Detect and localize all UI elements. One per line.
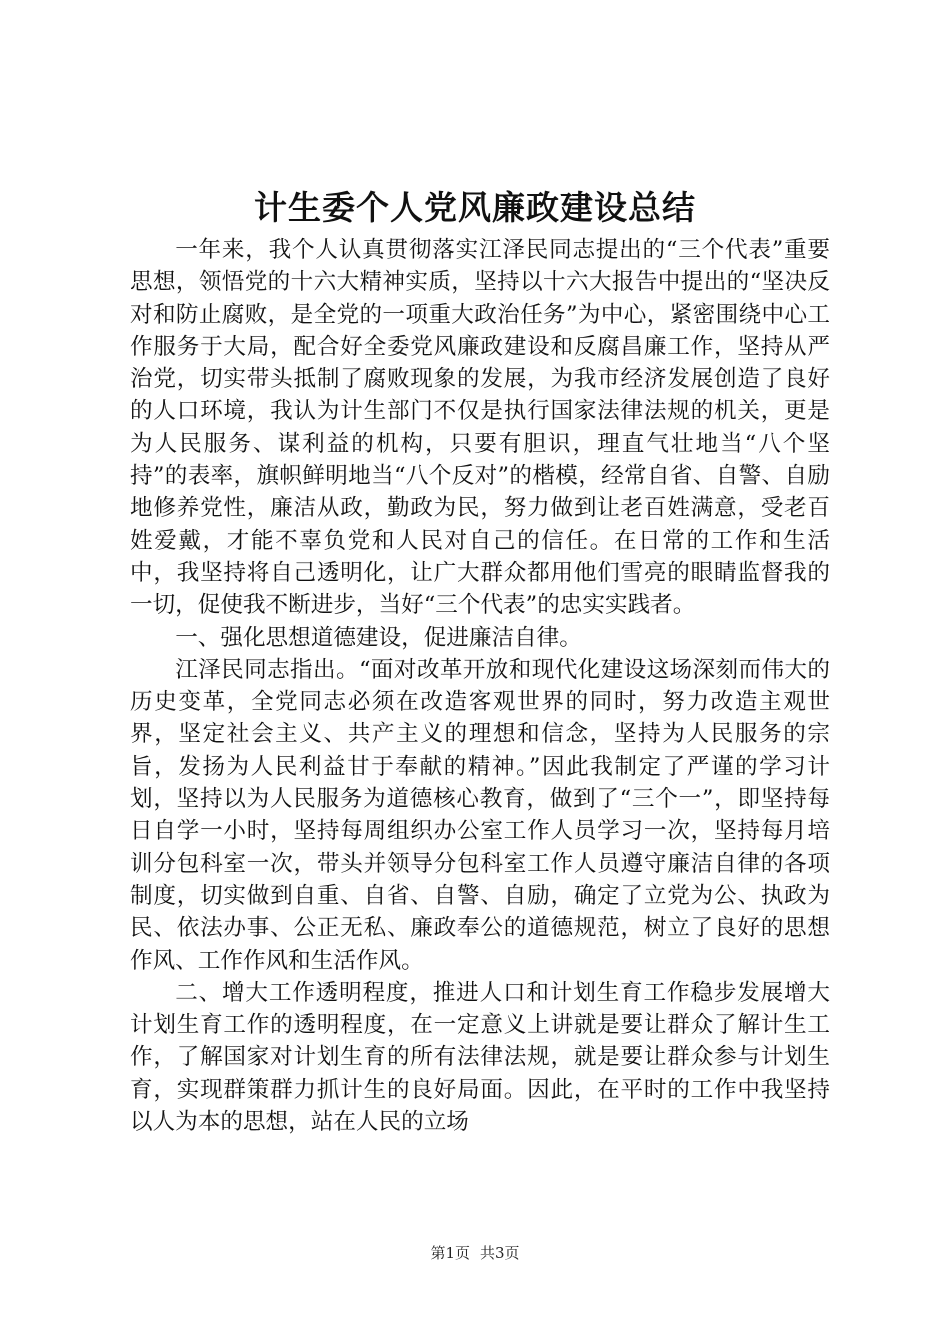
paragraph-section-2: 二、增大工作透明程度，推进人口和计划生育工作稳步发展增大计划生育工作的透明程度，在一定意义上讲就是要让群众了解计生工作，了解国家对计划生育的所有法律法规，就是要让群众参与计划生育，实现群策群力抓计生的良好局面。因此，在平时的工作中我坚持以人为本的思想，站在人民的立场 — [130, 979, 830, 1136]
paragraph-intro: 一年来，我个人认真贯彻落实江泽民同志提出的“三个代表”重要思想，领悟党的十六大精神实质，坚持以十六大报告中提出的“坚决反对和防止腐败，是全党的一项重大政治任务”为中心，紧密围绕中心工作服务于大局，配合好全委党风廉政建设和反腐昌廉工作，坚持从严治党，切实带头抵制了腐败现象的发展，为我市经济发展创造了良好的人口环境，我认为计生部门不仅是执行国家法律法规的机关，更是为人民服务、谋利益的机构，只要有胆识，理直气壮地当“八个坚持”的表率，旗帜鲜明地当“八个反对”的楷模，经常自省、自警、自励地修养党性，廉洁从政，勤政为民，努力做到让老百姓满意，受老百姓爱戴，才能不辜负党和人民对自己的信任。在日常的工作和生活中，我坚持将自己透明化，让广大群众都用他们雪亮的眼睛监督我的一切，促使我不断进步，当好“三个代表”的忠实实践者。 — [130, 237, 830, 619]
paragraph-section-1: 江泽民同志指出。“面对改革开放和现代化建设这场深刻而伟大的历史变革，全党同志必须在改造客观世界的同时，努力改造主观世界，坚定社会主义、共产主义的理想和信念，坚持为人民服务的宗旨，发扬为人民利益甘于奉献的精神。”因此我制定了严谨的学习计划，坚持以为人民服务为道德核心教育，做到了“三个一”，即坚持每日自学一小时，坚持每周组织办公室工作人员学习一次，坚持每月培训分包科室一次，带头并领导分包科室工作人员遵守廉洁自律的各项制度，切实做到自重、自省、自警、自励，确定了立党为公、执政为民、依法办事、公正无私、廉政奉公的道德规范，树立了良好的思想作风、工作作风和生活作风。 — [130, 656, 830, 974]
document-title: 计生委个人党风廉政建设总结 — [254, 188, 696, 227]
page-footer — [0, 1243, 950, 1263]
section-heading-1: 一、强化思想道德建设，促进廉洁自律。 — [175, 624, 582, 651]
document-body — [130, 234, 830, 1138]
page-total: 共3页 — [480, 1244, 520, 1262]
page-number: 第1页 — [430, 1244, 470, 1262]
